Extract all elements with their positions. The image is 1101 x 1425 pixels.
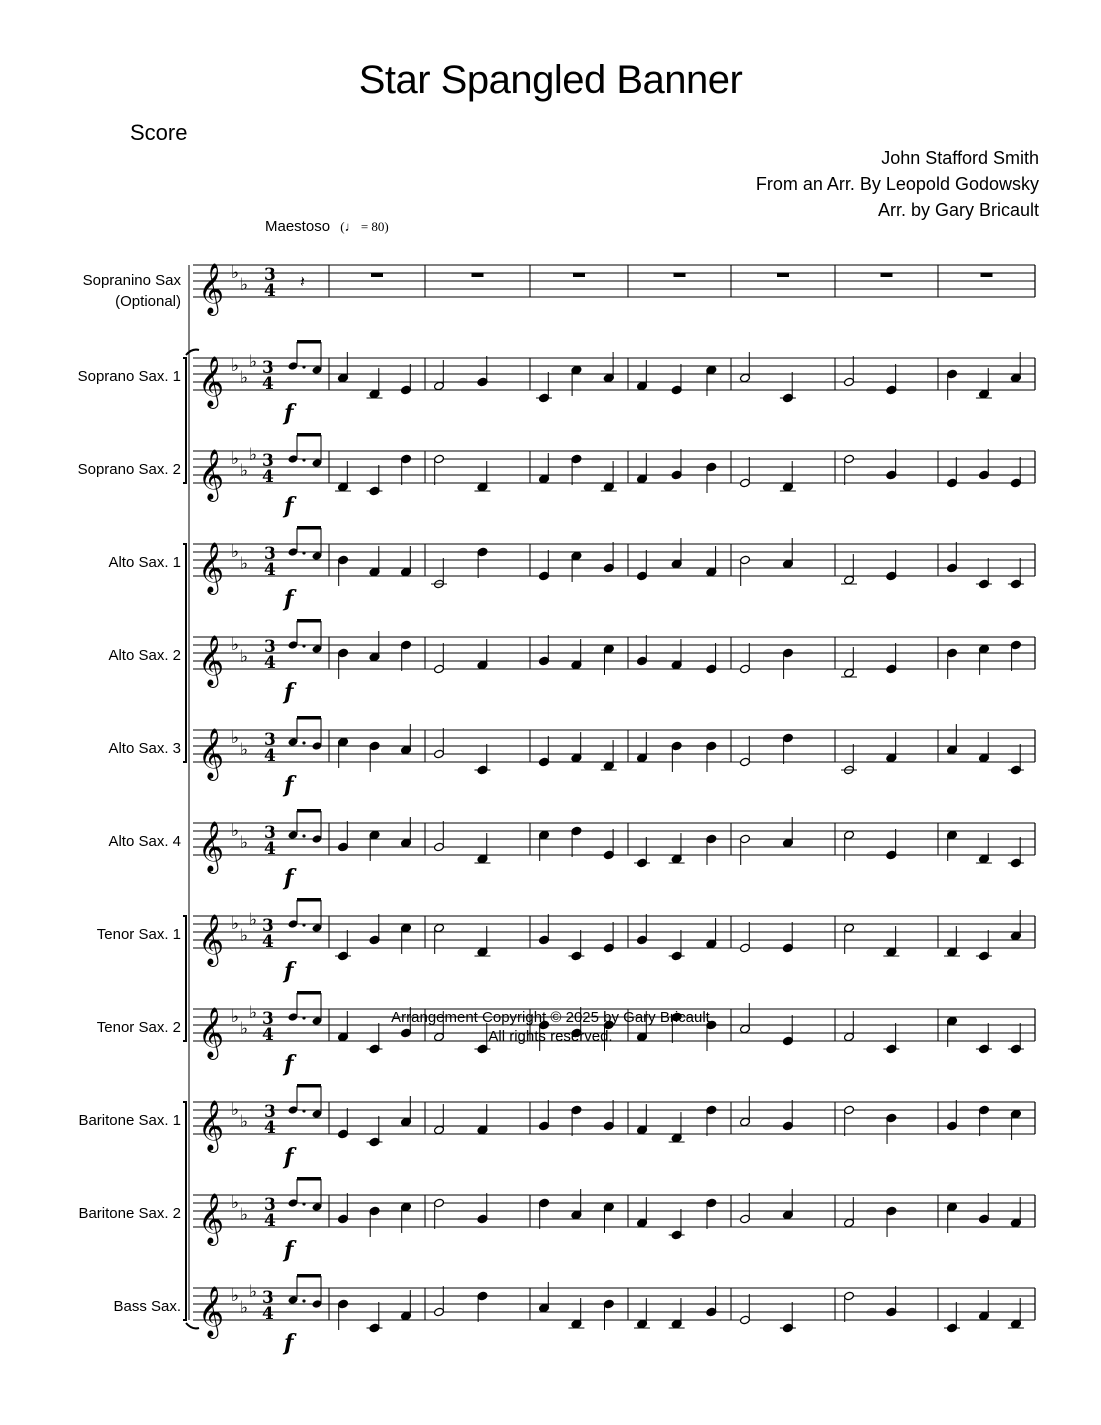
time-signature-top: 3 [264, 1102, 276, 1122]
dynamic-forte: f [284, 1237, 294, 1263]
instrument-name: Tenor Sax. 2 [96, 1019, 181, 1036]
instrument-name: Alto Sax. 2 [108, 647, 181, 664]
note-beam [297, 898, 321, 902]
treble-clef-icon: 𝄞 [198, 542, 225, 593]
time-signature-top: 3 [264, 637, 276, 657]
treble-clef-icon: 𝄞 [198, 635, 225, 686]
flat-accidental-icon: ♭ [231, 449, 240, 469]
augmentation-dot [302, 365, 305, 368]
flat-accidental-icon: ♭ [231, 635, 240, 655]
dynamic-forte: f [284, 679, 294, 705]
note-beam [297, 433, 321, 437]
time-signature-bottom: 4 [264, 1118, 276, 1138]
treble-clef-icon: 𝄞 [198, 821, 225, 872]
bracket-hook [186, 350, 199, 355]
composer-credit: John Stafford Smith [881, 148, 1039, 168]
instrument-name: Alto Sax. 3 [108, 740, 181, 757]
source-arrangement-credit: From an Arr. By Leopold Godowsky [755, 174, 1039, 194]
flat-accidental-icon: ♭ [240, 368, 249, 388]
section-bracket [183, 358, 186, 483]
time-signature-bottom: 4 [264, 560, 276, 580]
whole-rest-icon [371, 273, 383, 277]
flat-accidental-icon: ♭ [240, 1298, 249, 1318]
flat-accidental-icon: ♭ [231, 821, 240, 841]
note-beam [297, 991, 321, 995]
time-signature-bottom: 4 [262, 467, 274, 487]
time-signature-top: 3 [264, 823, 276, 843]
time-signature-bottom: 4 [262, 1304, 274, 1324]
whole-rest-icon [674, 273, 686, 277]
flat-accidental-icon: ♭ [240, 1205, 249, 1225]
whole-rest-icon [981, 273, 993, 277]
time-signature-top: 3 [262, 358, 274, 378]
flat-accidental-icon: ♭ [240, 554, 249, 574]
flat-accidental-icon: ♭ [240, 275, 249, 295]
time-signature-bottom: 4 [264, 281, 276, 301]
flat-accidental-icon: ♭ [249, 1282, 258, 1302]
time-signature-bottom: 4 [264, 653, 276, 673]
flat-accidental-icon: ♭ [240, 1112, 249, 1132]
whole-rest-icon [881, 273, 893, 277]
footer [0, 1008, 1101, 1046]
score-title: Star Spangled Banner [358, 58, 743, 102]
flat-accidental-icon: ♭ [231, 1286, 240, 1306]
dynamic-forte: f [284, 772, 294, 798]
instrument-name: Baritone Sax. 1 [78, 1112, 181, 1129]
treble-clef-icon: 𝄞 [198, 356, 225, 407]
augmentation-dot [302, 1109, 305, 1112]
treble-clef-icon: 𝄞 [198, 1286, 225, 1337]
flat-accidental-icon: ♭ [240, 647, 249, 667]
flat-accidental-icon: ♭ [249, 1003, 258, 1023]
treble-clef-icon: 𝄞 [198, 263, 225, 314]
section-bracket [183, 544, 186, 762]
time-signature-top: 3 [262, 1288, 274, 1308]
flat-accidental-icon: ♭ [240, 461, 249, 481]
note-beam [297, 1274, 321, 1278]
treble-clef-icon: 𝄞 [198, 1100, 225, 1151]
treble-clef-icon: 𝄞 [198, 914, 225, 965]
time-signature-bottom: 4 [262, 1025, 274, 1045]
whole-rest-icon [472, 273, 484, 277]
flat-accidental-icon: ♭ [249, 910, 258, 930]
dynamic-forte: f [284, 1330, 294, 1356]
instrument-name: Soprano Sax. 1 [77, 368, 181, 385]
time-signature-top: 3 [264, 730, 276, 750]
tempo-text: Maestoso [265, 218, 331, 235]
whole-rest-icon [777, 273, 789, 277]
augmentation-dot [302, 923, 305, 926]
flat-accidental-icon: ♭ [240, 926, 249, 946]
augmentation-dot [302, 1299, 305, 1302]
note-beam [297, 716, 321, 720]
augmentation-dot [302, 834, 305, 837]
treble-clef-icon: 𝄞 [198, 728, 225, 779]
flat-accidental-icon: ♭ [249, 352, 258, 372]
dynamic-forte: f [284, 493, 294, 519]
dynamic-forte: f [284, 1144, 294, 1170]
copyright-notice: Arrangement Copyright © 2025 by Gary Bricault [391, 1009, 710, 1026]
time-signature-bottom: 4 [264, 746, 276, 766]
dynamic-forte: f [284, 1051, 294, 1077]
dynamic-forte: f [284, 865, 294, 891]
augmentation-dot [302, 1202, 305, 1205]
instrument-name-note: (Optional) [115, 293, 181, 310]
treble-clef-icon: 𝄞 [198, 1193, 225, 1244]
time-signature-top: 3 [264, 1195, 276, 1215]
note-beam [297, 1084, 321, 1088]
flat-accidental-icon: ♭ [240, 833, 249, 853]
arranger-credit: Arr. by Gary Bricault [877, 200, 1039, 220]
augmentation-dot [302, 551, 305, 554]
instrument-name: Alto Sax. 4 [108, 833, 181, 850]
flat-accidental-icon: ♭ [231, 728, 240, 748]
note-beam [297, 526, 321, 530]
instrument-name: Tenor Sax. 1 [96, 926, 181, 943]
note-beam [297, 340, 321, 344]
flat-accidental-icon: ♭ [231, 542, 240, 562]
augmentation-dot [302, 458, 305, 461]
time-signature-bottom: 4 [262, 932, 274, 952]
flat-accidental-icon: ♭ [231, 263, 240, 283]
rights-notice: All rights reserved. [488, 1028, 613, 1045]
time-signature-top: 3 [262, 451, 274, 471]
dynamic-forte: f [284, 958, 294, 984]
time-signature-bottom: 4 [262, 374, 274, 394]
instrument-name: Sopranino Sax [82, 272, 181, 289]
treble-clef-icon: 𝄞 [198, 449, 225, 500]
flat-accidental-icon: ♭ [249, 445, 258, 465]
flat-accidental-icon: ♭ [231, 914, 240, 934]
instrument-name: Soprano Sax. 2 [77, 461, 181, 478]
note-beam [297, 809, 321, 813]
instrument-name: Bass Sax. [113, 1298, 181, 1315]
time-signature-top: 3 [262, 1009, 274, 1029]
section-bracket [183, 1102, 186, 1320]
whole-rest-icon [573, 273, 585, 277]
treble-clef-icon: 𝄞 [198, 1007, 225, 1058]
quarter-note-icon: ♩ [344, 219, 358, 234]
dynamic-forte: f [284, 400, 294, 426]
flat-accidental-icon: ♭ [240, 740, 249, 760]
time-signature-top: 3 [264, 544, 276, 564]
instrument-name: Alto Sax. 1 [108, 554, 181, 571]
flat-accidental-icon: ♭ [231, 1100, 240, 1120]
instrument-name: Baritone Sax. 2 [78, 1205, 181, 1222]
augmentation-dot [302, 644, 305, 647]
augmentation-dot [302, 741, 305, 744]
time-signature-top: 3 [262, 916, 274, 936]
metronome-value: = 80 [360, 219, 385, 234]
time-signature-bottom: 4 [264, 1211, 276, 1231]
quarter-rest-icon: 𝄽 [300, 272, 305, 291]
metronome-mark: (♩ = 80) [340, 219, 389, 234]
score-label: Score [130, 120, 188, 145]
flat-accidental-icon: ♭ [231, 1007, 240, 1027]
note-beam [297, 619, 321, 623]
dynamic-forte: f [284, 586, 294, 612]
time-signature-bottom: 4 [264, 839, 276, 859]
time-signature-top: 3 [264, 265, 276, 285]
note-beam [297, 1177, 321, 1181]
flat-accidental-icon: ♭ [231, 356, 240, 376]
flat-accidental-icon: ♭ [240, 1019, 249, 1039]
flat-accidental-icon: ♭ [231, 1193, 240, 1213]
